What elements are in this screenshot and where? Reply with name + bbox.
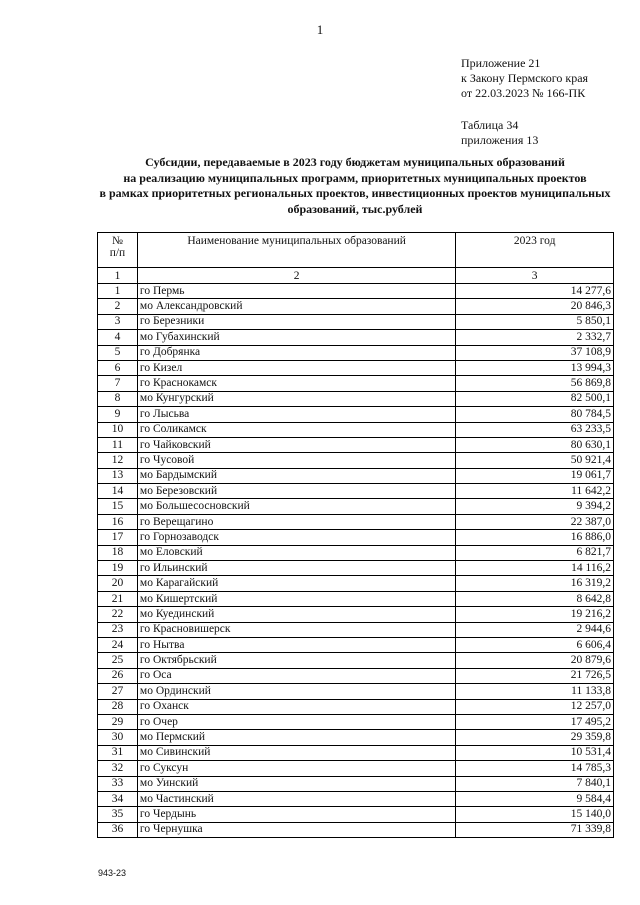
subsidy-amount: 37 108,9 bbox=[456, 345, 614, 360]
table-row bbox=[98, 514, 614, 529]
row-number: 13 bbox=[98, 468, 138, 483]
row-number: 35 bbox=[98, 807, 138, 822]
table-row bbox=[98, 745, 614, 760]
subsidy-amount: 11 642,2 bbox=[456, 484, 614, 499]
subsidy-amount: 82 500,1 bbox=[456, 391, 614, 406]
table-row bbox=[98, 622, 614, 637]
table-row bbox=[98, 714, 614, 729]
municipality-name: го Добрянка bbox=[137, 345, 455, 360]
municipality-name: мо Сивинский bbox=[137, 745, 455, 760]
subsidy-amount: 22 387,0 bbox=[456, 514, 614, 529]
subsidy-amount: 7 840,1 bbox=[456, 776, 614, 791]
table-row bbox=[98, 591, 614, 606]
table-row bbox=[98, 407, 614, 422]
row-number: 26 bbox=[98, 668, 138, 683]
row-number: 22 bbox=[98, 607, 138, 622]
table-row bbox=[98, 453, 614, 468]
table-row bbox=[98, 360, 614, 375]
subsidy-amount: 10 531,4 bbox=[456, 745, 614, 760]
subsidy-amount: 6 606,4 bbox=[456, 637, 614, 652]
municipality-name: го Ильинский bbox=[137, 561, 455, 576]
table-row bbox=[98, 314, 614, 329]
row-number: 2 bbox=[98, 299, 138, 314]
municipality-name: мо Березовский bbox=[137, 484, 455, 499]
municipality-name: мо Бардымский bbox=[137, 468, 455, 483]
row-number: 14 bbox=[98, 484, 138, 499]
subsidy-amount: 71 339,8 bbox=[456, 822, 614, 837]
column-number: 2 bbox=[137, 268, 455, 284]
row-number: 10 bbox=[98, 422, 138, 437]
municipality-name: го Горнозаводск bbox=[137, 530, 455, 545]
subsidy-amount: 2 332,7 bbox=[456, 330, 614, 345]
table-row bbox=[98, 653, 614, 668]
municipality-name: го Березники bbox=[137, 314, 455, 329]
municipality-name: мо Уинский bbox=[137, 776, 455, 791]
municipality-name: го Чердынь bbox=[137, 807, 455, 822]
row-number: 18 bbox=[98, 545, 138, 560]
municipality-name: го Чайковский bbox=[137, 437, 455, 452]
subsidy-amount: 16 319,2 bbox=[456, 576, 614, 591]
header-municipality: Наименование муниципальных образований bbox=[137, 233, 455, 268]
table-row bbox=[98, 807, 614, 822]
row-number: 23 bbox=[98, 622, 138, 637]
municipality-name: мо Ординский bbox=[137, 684, 455, 699]
municipality-name: го Чусовой bbox=[137, 453, 455, 468]
subsidy-amount: 11 133,8 bbox=[456, 684, 614, 699]
document-title bbox=[95, 155, 615, 217]
municipality-name: го Нытва bbox=[137, 637, 455, 652]
table-row bbox=[98, 776, 614, 791]
row-number: 19 bbox=[98, 561, 138, 576]
municipality-name: мо Еловский bbox=[137, 545, 455, 560]
table-row bbox=[98, 422, 614, 437]
table-row bbox=[98, 607, 614, 622]
row-number: 24 bbox=[98, 637, 138, 652]
header-number-abbr: п/п bbox=[109, 247, 126, 259]
title-line: образований, тыс.рублей bbox=[287, 201, 423, 216]
subsidy-amount: 80 784,5 bbox=[456, 407, 614, 422]
header-number bbox=[98, 233, 138, 268]
title-line: Субсидии, передаваемые в 2023 году бюджетам муниципальных образований bbox=[145, 155, 565, 169]
municipality-name: го Оханск bbox=[137, 699, 455, 714]
row-number: 11 bbox=[98, 437, 138, 452]
subsidy-amount: 50 921,4 bbox=[456, 453, 614, 468]
subsidy-amount: 14 785,3 bbox=[456, 761, 614, 776]
table-row bbox=[98, 437, 614, 452]
table-row bbox=[98, 561, 614, 576]
municipality-name: го Краснокамск bbox=[137, 376, 455, 391]
column-number: 1 bbox=[98, 268, 138, 284]
table-header-row bbox=[98, 233, 614, 268]
table-row bbox=[98, 484, 614, 499]
subsidy-amount: 14 116,2 bbox=[456, 561, 614, 576]
row-number: 32 bbox=[98, 761, 138, 776]
appendix-reference bbox=[461, 56, 588, 101]
subsidy-amount: 63 233,5 bbox=[456, 422, 614, 437]
row-number: 4 bbox=[98, 330, 138, 345]
subsidy-amount: 16 886,0 bbox=[456, 530, 614, 545]
municipality-name: го Верещагино bbox=[137, 514, 455, 529]
subsidy-amount: 5 850,1 bbox=[456, 314, 614, 329]
row-number: 1 bbox=[98, 284, 138, 299]
subsidy-amount: 21 726,5 bbox=[456, 668, 614, 683]
subsidy-amount: 29 359,8 bbox=[456, 730, 614, 745]
municipality-name: го Октябрьский bbox=[137, 653, 455, 668]
table-row bbox=[98, 391, 614, 406]
table-row bbox=[98, 791, 614, 806]
municipality-name: мо Губахинский bbox=[137, 330, 455, 345]
subsidy-amount: 56 869,8 bbox=[456, 376, 614, 391]
table-row bbox=[98, 499, 614, 514]
subsidy-amount: 9 584,4 bbox=[456, 791, 614, 806]
municipality-name: го Лысьва bbox=[137, 407, 455, 422]
row-number: 21 bbox=[98, 591, 138, 606]
table-row bbox=[98, 530, 614, 545]
row-number: 27 bbox=[98, 684, 138, 699]
municipality-name: го Пермь bbox=[137, 284, 455, 299]
subsidy-amount: 15 140,0 bbox=[456, 807, 614, 822]
municipality-name: го Красновишерск bbox=[137, 622, 455, 637]
row-number: 36 bbox=[98, 822, 138, 837]
municipality-name: го Суксун bbox=[137, 761, 455, 776]
table-row bbox=[98, 699, 614, 714]
column-number: 3 bbox=[456, 268, 614, 284]
row-number: 20 bbox=[98, 576, 138, 591]
subsidy-amount: 6 821,7 bbox=[456, 545, 614, 560]
table-row bbox=[98, 668, 614, 683]
subsidy-amount: 19 061,7 bbox=[456, 468, 614, 483]
appendix-line: к Закону Пермского края bbox=[461, 71, 589, 85]
header-number-symbol: № bbox=[111, 235, 123, 247]
municipality-name: мо Кунгурский bbox=[137, 391, 455, 406]
appendix-line: Приложение 21 bbox=[461, 56, 541, 70]
municipality-name: го Оса bbox=[137, 668, 455, 683]
table-row bbox=[98, 730, 614, 745]
row-number: 33 bbox=[98, 776, 138, 791]
subsidy-amount: 14 277,6 bbox=[456, 284, 614, 299]
row-number: 17 bbox=[98, 530, 138, 545]
title-line: в рамках приоритетных региональных проектов, инвестиционных проектов муниципальных bbox=[99, 186, 611, 200]
row-number: 25 bbox=[98, 653, 138, 668]
table-row bbox=[98, 468, 614, 483]
municipality-name: го Кизел bbox=[137, 360, 455, 375]
subsidy-amount: 13 994,3 bbox=[456, 360, 614, 375]
table-reference bbox=[461, 118, 538, 148]
row-number: 6 bbox=[98, 360, 138, 375]
table-ref-line: приложения 13 bbox=[461, 133, 539, 147]
row-number: 8 bbox=[98, 391, 138, 406]
row-number: 15 bbox=[98, 499, 138, 514]
table-row bbox=[98, 284, 614, 299]
subsidy-amount: 17 495,2 bbox=[456, 714, 614, 729]
appendix-line: от 22.03.2023 № 166-ПК bbox=[461, 86, 586, 100]
table-row bbox=[98, 345, 614, 360]
table-ref-line: Таблица 34 bbox=[461, 118, 519, 132]
municipality-name: мо Александровский bbox=[137, 299, 455, 314]
row-number: 34 bbox=[98, 791, 138, 806]
row-number: 5 bbox=[98, 345, 138, 360]
row-number: 12 bbox=[98, 453, 138, 468]
document-code: 943-23 bbox=[98, 868, 127, 878]
table-row bbox=[98, 545, 614, 560]
table-row bbox=[98, 684, 614, 699]
subsidy-amount: 9 394,2 bbox=[456, 499, 614, 514]
row-number: 29 bbox=[98, 714, 138, 729]
table-row bbox=[98, 330, 614, 345]
municipality-name: го Очер bbox=[137, 714, 455, 729]
subsidy-amount: 2 944,6 bbox=[456, 622, 614, 637]
row-number: 30 bbox=[98, 730, 138, 745]
table-row bbox=[98, 822, 614, 837]
table-row bbox=[98, 637, 614, 652]
municipality-name: го Соликамск bbox=[137, 422, 455, 437]
row-number: 31 bbox=[98, 745, 138, 760]
row-number: 9 bbox=[98, 407, 138, 422]
municipality-name: мо Карагайский bbox=[137, 576, 455, 591]
subsidy-amount: 20 879,6 bbox=[456, 653, 614, 668]
row-number: 28 bbox=[98, 699, 138, 714]
title-line: на реализацию муниципальных программ, приоритетных муниципальных проектов bbox=[123, 170, 587, 185]
table-row bbox=[98, 299, 614, 314]
row-number: 16 bbox=[98, 514, 138, 529]
row-number: 7 bbox=[98, 376, 138, 391]
municipality-name: мо Большесосновский bbox=[137, 499, 455, 514]
subsidy-amount: 19 216,2 bbox=[456, 607, 614, 622]
table-row bbox=[98, 376, 614, 391]
subsidy-amount: 12 257,0 bbox=[456, 699, 614, 714]
page-number: 1 bbox=[316, 22, 324, 37]
municipality-name: го Чернушка bbox=[137, 822, 455, 837]
municipality-name: мо Частинский bbox=[137, 791, 455, 806]
municipality-name: мо Кишертский bbox=[137, 591, 455, 606]
row-number: 3 bbox=[98, 314, 138, 329]
subsidies-table bbox=[97, 232, 614, 838]
subsidy-amount: 20 846,3 bbox=[456, 299, 614, 314]
table-row bbox=[98, 761, 614, 776]
municipality-name: мо Пермский bbox=[137, 730, 455, 745]
subsidy-amount: 8 642,8 bbox=[456, 591, 614, 606]
subsidy-amount: 80 630,1 bbox=[456, 437, 614, 452]
table-row bbox=[98, 576, 614, 591]
column-number-row bbox=[98, 268, 614, 284]
municipality-name: мо Куединский bbox=[137, 607, 455, 622]
header-year: 2023 год bbox=[456, 233, 614, 268]
